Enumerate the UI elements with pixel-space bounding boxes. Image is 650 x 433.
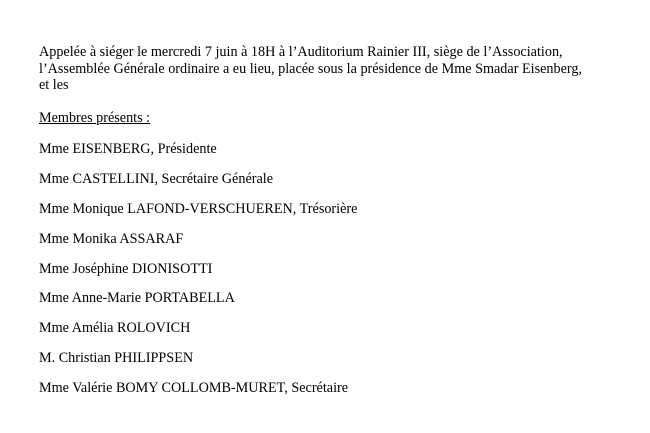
cropped-red-title bbox=[40, 0, 620, 4]
intro-line: Appelée à siéger le mercredi 7 juin à 18H à l’Auditorium Rainier III, siège de l’Association, bbox=[39, 44, 563, 60]
members-list bbox=[39, 141, 357, 410]
intro-paragraph bbox=[39, 44, 629, 94]
intro-line: et les bbox=[39, 77, 69, 94]
members-heading: Membres présents : bbox=[39, 110, 151, 126]
member-item: Mme EISENBERG, Présidente bbox=[39, 141, 217, 157]
member-item: Mme Joséphine DIONISOTTI bbox=[39, 260, 213, 277]
member-item: Mme Monika ASSARAF bbox=[39, 230, 184, 247]
member-item: Mme Anne-Marie PORTABELLA bbox=[39, 290, 235, 307]
member-item: Mme Valérie BOMY COLLOMB-MURET, Secrétaire bbox=[39, 380, 349, 397]
member-item: M. Christian PHILIPPSEN bbox=[39, 350, 194, 367]
member-item: Mme Amélia ROLOVICH bbox=[39, 320, 191, 337]
intro-line: l’Assemblée Générale ordinaire a eu lieu, placée sous la présidence de Mme Smadar Eisenberg, bbox=[39, 60, 582, 77]
member-item: Mme CASTELLINI, Secrétaire Générale bbox=[39, 170, 273, 187]
member-item: Mme Monique LAFOND-VERSCHUEREN, Trésorière bbox=[39, 200, 358, 217]
